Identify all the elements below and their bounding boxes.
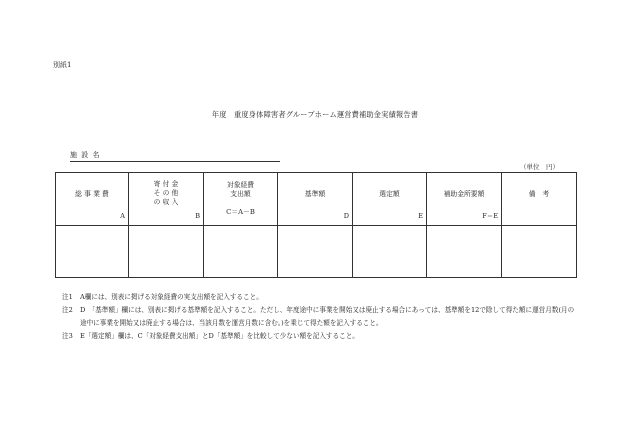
header-selected-amount xyxy=(353,173,427,226)
header-subsidy-required xyxy=(427,173,502,226)
note-text: E「選定額」欄は、C「対象経費支出額」とD「基準額」を比較して少ない額を記入すること。 xyxy=(80,332,359,340)
table-header-row xyxy=(56,173,577,226)
cell-subsidy-required[interactable] xyxy=(427,226,502,278)
column-title: 補助金所要額 xyxy=(443,190,485,198)
column-title: 総 事 業 費 xyxy=(75,190,109,198)
cell-donations[interactable] xyxy=(129,226,204,278)
cell-remarks[interactable] xyxy=(502,226,577,278)
column-title: 対象経費 支出額 C＝A－B xyxy=(226,181,255,216)
column-letter: D xyxy=(343,212,349,220)
note-number: 注3 xyxy=(62,332,73,340)
note-text: D 「基準額」欄には、別表に掲げる基準額を記入すること。ただし、年度途中に事業を開始又は廃止する場合にあっては、基準額を12で除して得た額に運営月数(月の途中に事業を開始又は廃止する場合は、当該月数を運営月数に含む。)を乗じて得た額を記入すること。 xyxy=(80,306,575,327)
column-title: 寄 付 金 そ の 他 の 収 入 xyxy=(153,180,179,206)
column-title: 基準額 xyxy=(304,190,326,198)
unit-label: （単位 円） xyxy=(520,163,559,171)
notes-section xyxy=(62,291,577,343)
document-title: 年度 重度身体障害者グループホーム運営費補助金実績報告書 xyxy=(211,110,419,119)
column-letter: E xyxy=(418,212,423,220)
table-row xyxy=(56,226,577,278)
header-standard-amount xyxy=(278,173,353,226)
note-item xyxy=(62,291,577,304)
facility-name-field xyxy=(70,150,280,162)
note-text: A欄には、別表に掲げる対象経費の実支出額を記入すること。 xyxy=(80,293,263,301)
report-table xyxy=(55,172,577,278)
column-title: 備 考 xyxy=(528,190,550,198)
header-remarks xyxy=(502,173,577,226)
note-number: 注1 xyxy=(62,293,73,301)
note-number: 注2 xyxy=(62,306,73,314)
header-donations xyxy=(129,173,204,226)
facility-name-label: 施 設 名 xyxy=(70,151,101,159)
column-letter: B xyxy=(195,212,200,220)
column-letter: A xyxy=(120,212,125,220)
cell-total-cost[interactable] xyxy=(56,226,129,278)
cell-eligible-expenses[interactable] xyxy=(204,226,278,278)
cell-selected-amount[interactable] xyxy=(353,226,427,278)
cell-standard-amount[interactable] xyxy=(278,226,353,278)
column-letter: F＝E xyxy=(482,212,498,220)
header-eligible-expenses xyxy=(204,173,278,226)
header-total-cost xyxy=(56,173,129,226)
attachment-label: 別紙1 xyxy=(53,61,72,69)
note-item xyxy=(62,330,577,343)
column-title: 選定額 xyxy=(379,190,400,198)
note-item xyxy=(62,304,577,330)
